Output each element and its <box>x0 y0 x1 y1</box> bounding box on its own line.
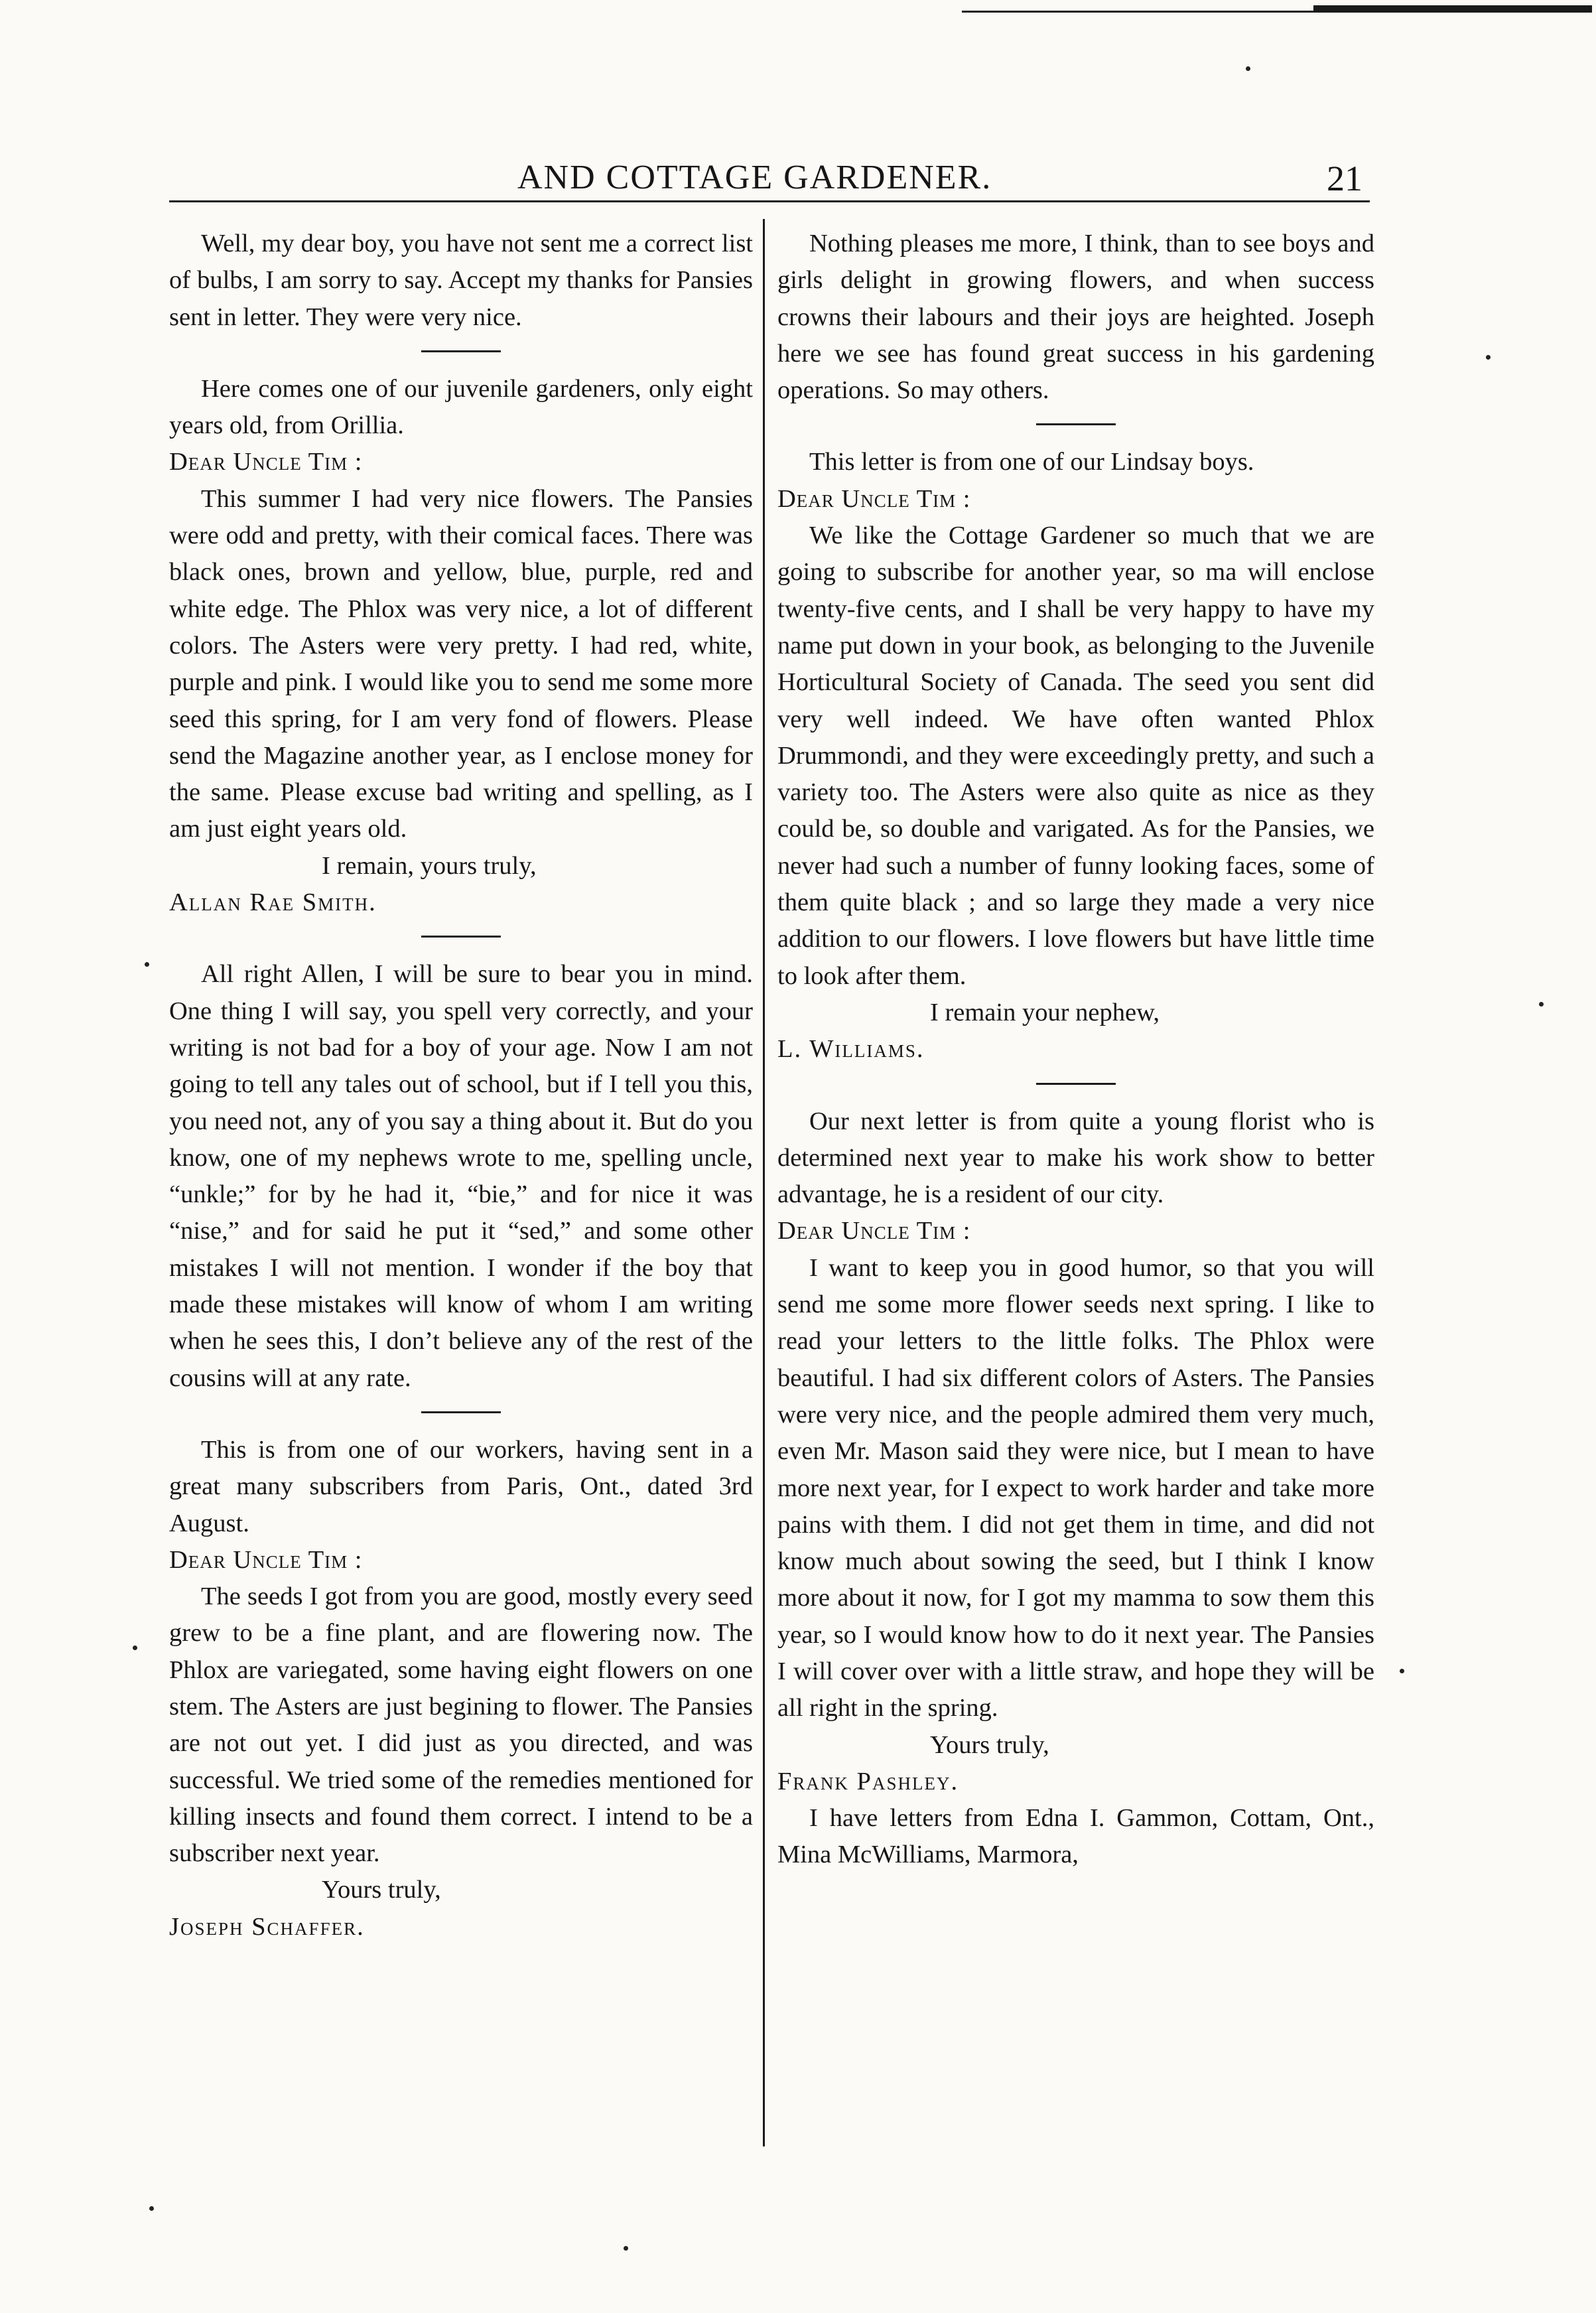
ink-speck <box>145 962 149 967</box>
letter-closing: Yours truly, <box>930 1730 1049 1759</box>
ink-speck <box>624 2246 628 2251</box>
letter-intro: Here comes one of our juvenile gardeners, only eight years old, from Orillia. <box>169 374 753 440</box>
letter-salutation: Dear Uncle Tim : <box>777 1217 971 1245</box>
page-number: 21 <box>1327 159 1363 198</box>
section-separator <box>421 350 501 352</box>
column-divider <box>763 219 765 2146</box>
left-column <box>169 226 753 1945</box>
letter-salutation: Dear Uncle Tim : <box>777 484 971 513</box>
letter-salutation: Dear Uncle Tim : <box>169 1545 363 1574</box>
ink-speck <box>1486 355 1491 360</box>
letter-signature: Allan Rae Smith. <box>169 888 377 917</box>
editor-reply: Well, my dear boy, you have not sent me a correct list of bulbs, I am sorry to say. Accept my thanks for Pansies sent in letter. They were very nice. <box>169 230 753 331</box>
top-rule-bar <box>1313 5 1592 11</box>
ink-speck <box>1246 66 1250 71</box>
letter-signature: L. Williams. <box>777 1035 925 1064</box>
ink-speck <box>1400 1669 1404 1673</box>
section-separator <box>421 936 501 938</box>
ink-speck <box>133 1646 137 1650</box>
ink-speck <box>149 2206 154 2211</box>
letter-closing: I remain, yours truly, <box>322 851 537 880</box>
editor-comment: Nothing pleases me more, I think, than to see boys and girls delight in growing flowers, and when success crowns their labours and their joys are heighted. Joseph here we see has found great success in his gardening operations. So may others. <box>777 230 1374 405</box>
letter-closing: I remain your nephew, <box>930 998 1160 1026</box>
ink-speck <box>1539 1002 1544 1007</box>
page-header <box>172 158 1366 198</box>
running-title: AND COTTAGE GARDENER. <box>517 159 992 196</box>
right-column <box>777 226 1374 1874</box>
header-rule <box>169 200 1370 202</box>
letter-salutation: Dear Uncle Tim : <box>169 448 363 476</box>
letter-closing: Yours truly, <box>322 1876 441 1904</box>
letter-body: I want to keep you in good humor, so that you will send me some more flower seeds next spring. I like to read your letters to the little folks. The Phlox were beautiful. I had six different colors of Asters. The Pansies were very nice, and the people admired them very much, even Mr. Mason said they were nice, but I mean to have more next year, for I expect to work harder and take more pains with them. I did not get them in time, and did not know much about sowing the seed, but I think I know more about it now, for I got my mamma to sow them this year, so I would know how to do it next year. The Pansies I will cover over with a little straw, and hope they will be all right in the spring. <box>777 1253 1374 1722</box>
letter-intro: Our next letter is from quite a young florist who is determined next year to make his work show to better advantage, he is a resident of our city. <box>777 1107 1374 1209</box>
letter-signature: Frank Pashley. <box>777 1767 959 1795</box>
editor-reply: All right Allen, I will be sure to bear you in mind. One thing I will say, you spell very correctly, and your writing is not bad for a boy of your age. Now I am not going to tell any tales out of school, but if I tell you this, you need not, any of you say a thing about it. But do you know, one of my nephews wrote to me, spelling uncle, “unkle;” for by he had it, “bie,” and for nice it was “nise,” and for said he put it “sed,” and some other mistakes I will not mention. I wonder if the boy that made these mistakes will know of whom I am writing when he sees this, I don’t believe any of the rest of the cousins will at any rate. <box>169 960 753 1392</box>
section-separator <box>1036 423 1116 425</box>
section-separator <box>1036 1083 1116 1085</box>
letter-intro: This is from one of our workers, having sent in a great many subscribers from Paris, Ont., dated 3rd August. <box>169 1435 753 1537</box>
editor-note: I have letters from Edna I. Gammon, Cottam, Ont., Mina McWilliams, Marmora, <box>777 1804 1374 1869</box>
section-separator <box>421 1411 501 1413</box>
letter-body: The seeds I got from you are good, mostly every seed grew to be a fine plant, and are flowering now. The Phlox are variegated, some having eight flowers on one stem. The Asters are just begining to flower. The Pansies are not out yet. I did just as you directed, and was successful. We tried some of the remedies mentioned for killing insects and found them correct. I intend to be a subscriber next year. <box>169 1582 753 1868</box>
letter-body: We like the Cottage Gardener so much that we are going to subscribe for another year, so ma will enclose twenty-five cents, and I shall be very happy to have my name put down in your book, as belonging to the Juvenile Horticultural Society of Canada. The seed you sent did very well indeed. We have often wanted Phlox Drummondi, and they were exceedingly pretty, and such a variety too. The Asters were also quite as nice as they could be, so double and varigated. As for the Pansies, we never had such a number of funny looking faces, some of them quite black ; and so large they made a very nice addition to our flowers. I love flowers but have little time to look after them. <box>777 522 1374 990</box>
letter-signature: Joseph Schaffer. <box>169 1912 365 1941</box>
letter-body: This summer I had very nice flowers. The Pansies were odd and pretty, with their comical faces. There was black ones, brown and yellow, blue, purple, red and white edge. The Phlox was very nice, a lot of different colors. The Asters were very pretty. I had red, white, purple and pink. I would like you to send me some more seed this spring, for I am very fond of flowers. Please send the Magazine another year, as I enclose money for the same. Please excuse bad writing and spelling, as I am just eight years old. <box>169 484 753 843</box>
letter-intro: This letter is from one of our Lindsay boys. <box>809 448 1254 476</box>
